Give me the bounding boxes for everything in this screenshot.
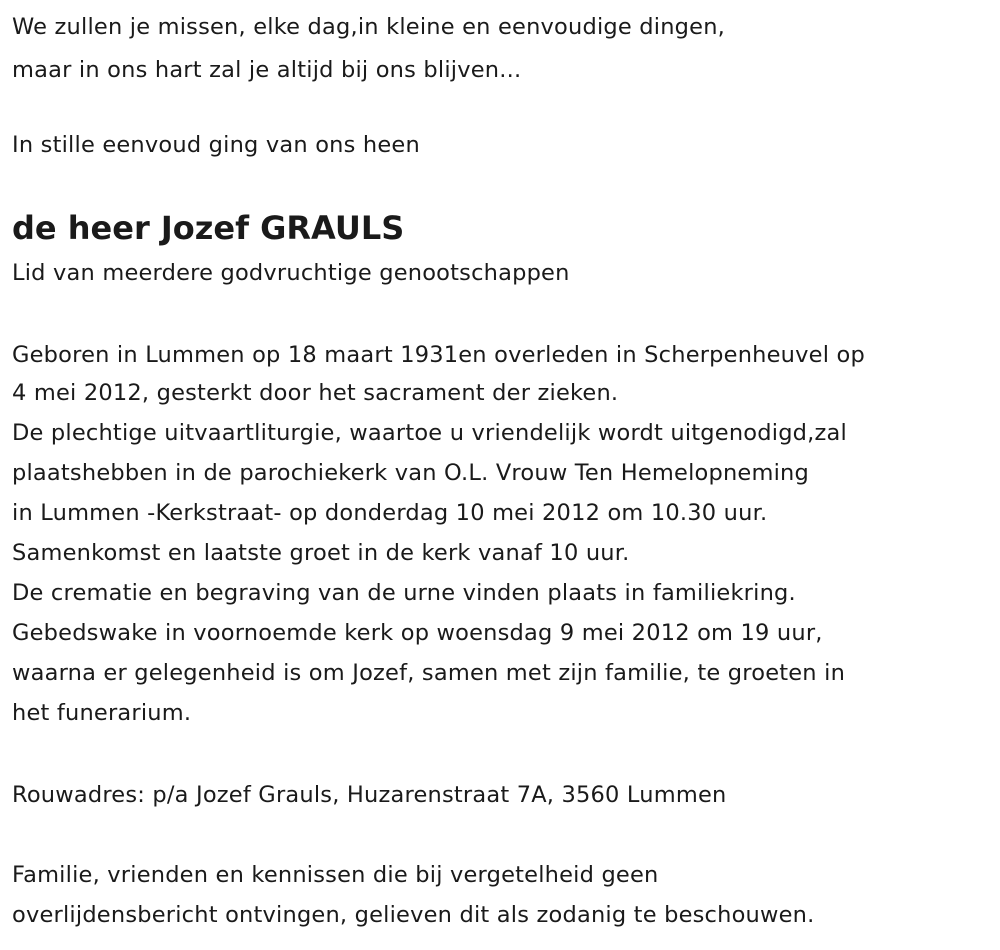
- intro-line: We zullen je missen, elke dag,in kleine en eenvoudige dingen,: [12, 14, 726, 40]
- body-line: Gebedswake in voornoemde kerk op woensdag 9 mei 2012 om 19 uur,: [12, 620, 823, 646]
- body-line: Samenkomst en laatste groet in de kerk vanaf 10 uur.: [12, 540, 630, 566]
- mourning-address: Rouwadres: p/a Jozef Grauls, Huzarenstraat 7A, 3560 Lummen: [12, 782, 727, 808]
- body-line: 4 mei 2012, gesterkt door het sacrament der zieken.: [12, 380, 619, 406]
- announcement: In stille eenvoud ging van ons heen: [12, 132, 420, 158]
- deceased-name: de heer Jozef GRAULS: [12, 209, 405, 247]
- subtitle: Lid van meerdere godvruchtige genootschappen: [12, 260, 570, 286]
- body-line: het funerarium.: [12, 700, 192, 726]
- body-line: Geboren in Lummen op 18 maart 1931en overleden in Scherpenheuvel op: [12, 342, 865, 368]
- body-line: De crematie en begraving van de urne vinden plaats in familiekring.: [12, 580, 796, 606]
- closing-line: Familie, vrienden en kennissen die bij vergetelheid geen: [12, 862, 659, 888]
- body-line: in Lummen -Kerkstraat- op donderdag 10 mei 2012 om 10.30 uur.: [12, 500, 768, 526]
- body-line: waarna er gelegenheid is om Jozef, samen met zijn familie, te groeten in: [12, 660, 846, 686]
- intro-line: maar in ons hart zal je altijd bij ons blijven...: [12, 57, 522, 83]
- closing-line: overlijdensbericht ontvingen, gelieven dit als zodanig te beschouwen.: [12, 902, 815, 928]
- body-line: De plechtige uitvaartliturgie, waartoe u vriendelijk wordt uitgenodigd,zal: [12, 420, 847, 446]
- body-line: plaatshebben in de parochiekerk van O.L. Vrouw Ten Hemelopneming: [12, 460, 809, 486]
